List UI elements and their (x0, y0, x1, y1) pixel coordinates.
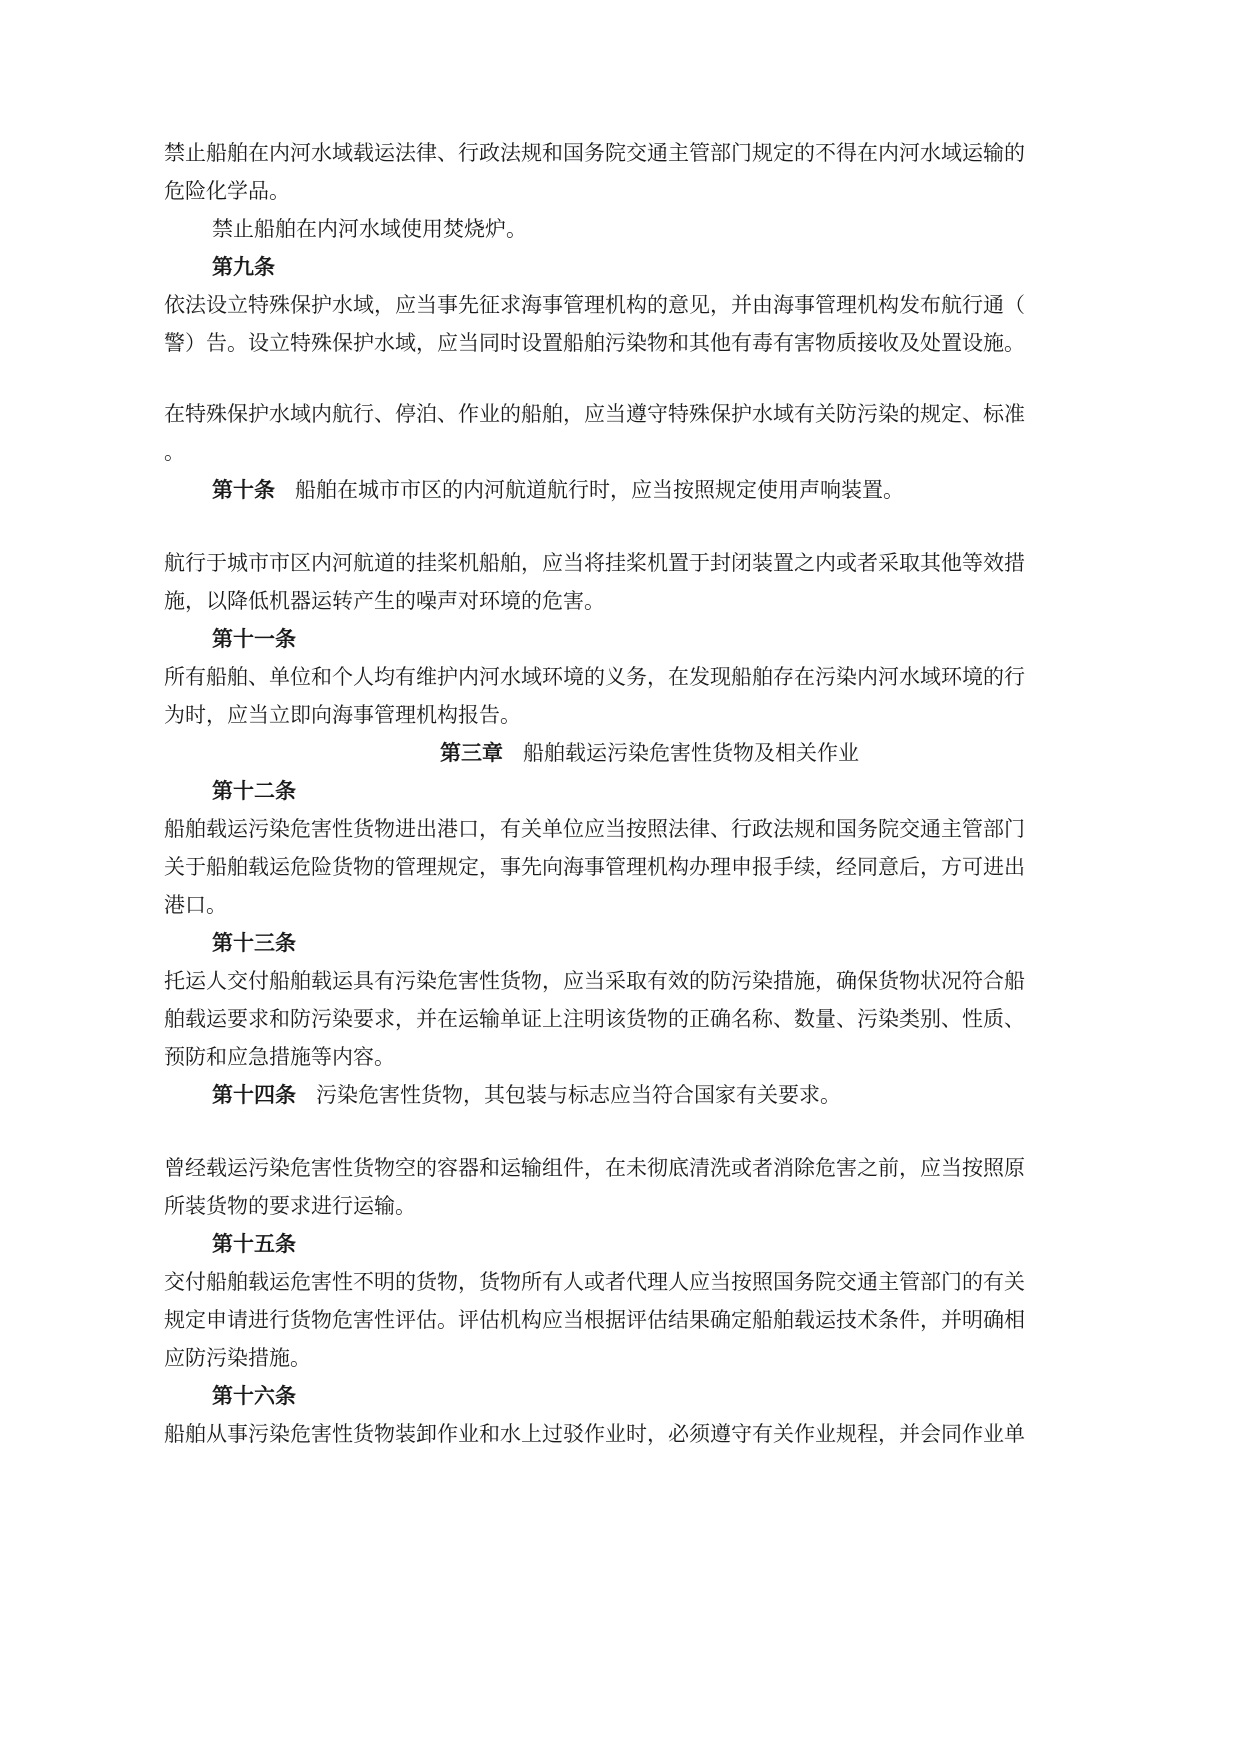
article-16-heading: 第十六条 (212, 1384, 296, 1408)
paragraph-line: 为时，应当立即向海事管理机构报告。 (164, 703, 521, 727)
article-14-text: 污染危害性货物，其包装与标志应当符合国家有关要求。 (316, 1083, 841, 1107)
article-14-heading: 第十四条 (212, 1083, 296, 1107)
paragraph-line: 托运人交付船舶载运具有污染危害性货物，应当采取有效的防污染措施，确保货物状况符合船 (164, 969, 1025, 993)
paragraph-line: 关于船舶载运危险货物的管理规定，事先向海事管理机构办理申报手续，经同意后，方可进出 (164, 855, 1025, 879)
paragraph-line: 规定申请进行货物危害性评估。评估机构应当根据评估结果确定船舶载运技术条件，并明确相 (164, 1308, 1025, 1332)
article-12-heading: 第十二条 (212, 779, 296, 803)
paragraph-line: 曾经载运污染危害性货物空的容器和运输组件，在未彻底清洗或者消除危害之前，应当按照原 (164, 1156, 1025, 1180)
article-13-heading: 第十三条 (212, 931, 296, 955)
paragraph-line: 禁止船舶在内河水域使用焚烧炉。 (212, 217, 527, 241)
paragraph-line: 交付船舶载运危害性不明的货物，货物所有人或者代理人应当按照国务院交通主管部门的有关 (164, 1270, 1025, 1294)
article-9-heading: 第九条 (212, 255, 275, 279)
paragraph-line: 港口。 (164, 893, 227, 917)
article-11-heading: 第十一条 (212, 627, 296, 651)
paragraph-line: 禁止船舶在内河水域载运法律、行政法规和国务院交通主管部门规定的不得在内河水域运输的 (164, 141, 1025, 165)
paragraph-line: 施，以降低机器运转产生的噪声对环境的危害。 (164, 589, 605, 613)
paragraph-line: 舶载运要求和防污染要求，并在运输单证上注明该货物的正确名称、数量、污染类别、性质、 (164, 1007, 1025, 1031)
paragraph-line: 警）告。设立特殊保护水域，应当同时设置船舶污染物和其他有毒有害物质接收及处置设施。 (164, 331, 1025, 355)
paragraph-line: 航行于城市市区内河航道的挂桨机船舶，应当将挂桨机置于封闭装置之内或者采取其他等效措 (164, 551, 1025, 575)
paragraph-line: 。 (164, 440, 185, 464)
chapter-number: 第三章 (440, 741, 503, 765)
paragraph-line: 在特殊保护水域内航行、停泊、作业的船舶，应当遵守特殊保护水域有关防污染的规定、标准 (164, 402, 1025, 426)
article-10-line (212, 475, 1152, 505)
article-10-text: 船舶在城市市区的内河航道航行时，应当按照规定使用声响装置。 (295, 478, 904, 502)
paragraph-line: 应防污染措施。 (164, 1346, 311, 1370)
article-15-heading: 第十五条 (212, 1232, 296, 1256)
paragraph-line: 船舶从事污染危害性货物装卸作业和水上过驳作业时，必须遵守有关作业规程，并会同作业单 (164, 1422, 1025, 1446)
paragraph-line: 所装货物的要求进行运输。 (164, 1194, 416, 1218)
chapter-title: 船舶载运污染危害性货物及相关作业 (523, 741, 859, 765)
article-14-line (212, 1080, 1152, 1110)
paragraph-line: 预防和应急措施等内容。 (164, 1045, 395, 1069)
article-10-heading: 第十条 (212, 478, 275, 502)
paragraph-line: 危险化学品。 (164, 179, 290, 203)
paragraph-line: 所有船舶、单位和个人均有维护内河水域环境的义务，在发现船舶存在污染内河水域环境的行 (164, 665, 1025, 689)
paragraph-line: 船舶载运污染危害性货物进出港口，有关单位应当按照法律、行政法规和国务院交通主管部门 (164, 817, 1025, 841)
chapter-heading (440, 738, 859, 768)
paragraph-line: 依法设立特殊保护水域，应当事先征求海事管理机构的意见，并由海事管理机构发布航行通（ (164, 293, 1025, 317)
